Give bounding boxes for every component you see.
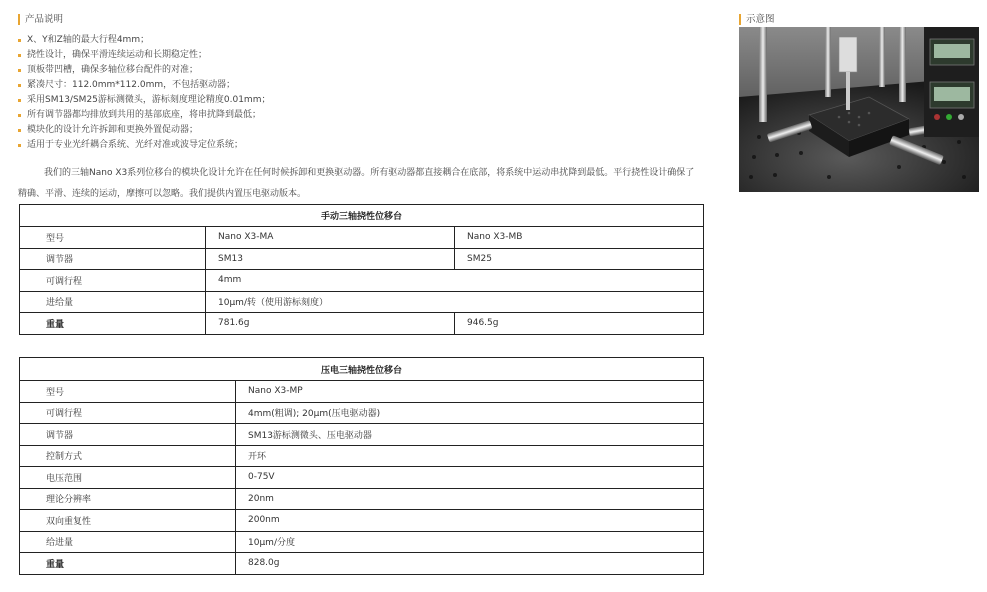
row-value: 4mm bbox=[206, 270, 704, 292]
feature-item: 适用于专业光纤耦合系统、光纤对准或波导定位系统； bbox=[18, 138, 698, 153]
table-row bbox=[20, 531, 704, 553]
product-photo bbox=[739, 27, 979, 192]
row-value: 200nm bbox=[236, 510, 704, 532]
row-label: 双向重复性 bbox=[20, 510, 236, 532]
row-value: Nano X3-MB bbox=[455, 227, 704, 249]
row-label: 电压范围 bbox=[20, 467, 236, 489]
row-value: 10μm/转（使用游标刻度） bbox=[206, 291, 704, 313]
row-value: Nano X3-MP bbox=[236, 381, 704, 403]
feature-item: 模块化的设计允许拆卸和更换外置促动器； bbox=[18, 123, 698, 138]
table-row bbox=[20, 488, 704, 510]
row-label: 理论分辨率 bbox=[20, 488, 236, 510]
table-row bbox=[20, 445, 704, 467]
table-row bbox=[20, 227, 704, 249]
stage-illustration bbox=[739, 27, 979, 192]
row-label: 重量 bbox=[20, 313, 206, 335]
feature-item: 采用SM13/SM25游标测微头，游标刻度理论精度0.01mm； bbox=[18, 93, 698, 108]
product-section-title: 产品说明 bbox=[18, 14, 63, 25]
intro-paragraph: 我们的三轴Nano X3系列位移台的模块化设计允许在任何时候拆卸和更换驱动器。所有驱动器都直接耦合在底部，将系统中运动串扰降到最低。平行挠性设计确保了精确、平滑、连续的运动，摩擦可以忽略。我们提供内置压电驱动版本。 bbox=[18, 168, 695, 199]
table-row bbox=[20, 467, 704, 489]
table-row bbox=[20, 510, 704, 532]
table-row bbox=[20, 291, 704, 313]
row-label: 型号 bbox=[20, 227, 206, 249]
table-row bbox=[20, 402, 704, 424]
row-value: SM13游标测微头、压电驱动器 bbox=[236, 424, 704, 446]
row-value: 946.5g bbox=[455, 313, 704, 335]
piezo-stage-spec-table bbox=[19, 357, 704, 575]
table-row bbox=[20, 270, 704, 292]
feature-list bbox=[18, 33, 698, 153]
row-label: 进给量 bbox=[20, 291, 206, 313]
manual-stage-spec-table bbox=[19, 204, 704, 335]
table-title: 手动三轴挠性位移台 bbox=[20, 205, 704, 227]
table-title: 压电三轴挠性位移台 bbox=[20, 358, 704, 381]
row-label: 重量 bbox=[20, 553, 236, 575]
feature-item: 挠性设计，确保平滑连续运动和长期稳定性； bbox=[18, 48, 698, 63]
table-row bbox=[20, 553, 704, 575]
row-value: 开环 bbox=[236, 445, 704, 467]
row-value: 20nm bbox=[236, 488, 704, 510]
row-value: SM13 bbox=[206, 248, 455, 270]
table-row bbox=[20, 424, 704, 446]
row-label: 型号 bbox=[20, 381, 236, 403]
row-label: 给进量 bbox=[20, 531, 236, 553]
row-value: 0-75V bbox=[236, 467, 704, 489]
row-value: 781.6g bbox=[206, 313, 455, 335]
row-value: 10μm/分度 bbox=[236, 531, 704, 553]
row-label: 可调行程 bbox=[20, 270, 206, 292]
row-value: 4mm(粗调); 20μm(压电驱动器) bbox=[236, 402, 704, 424]
feature-item: X、Y和Z轴的最大行程4mm； bbox=[18, 33, 698, 48]
feature-item: 所有调节器都均排放到共用的基部底座，将串扰降到最低； bbox=[18, 108, 698, 123]
row-value: SM25 bbox=[455, 248, 704, 270]
row-label: 调节器 bbox=[20, 248, 206, 270]
row-label: 控制方式 bbox=[20, 445, 236, 467]
row-label: 可调行程 bbox=[20, 402, 236, 424]
table-row bbox=[20, 381, 704, 403]
table-row bbox=[20, 313, 704, 335]
feature-item: 顶板带凹槽，确保多轴位移台配件的对准； bbox=[18, 63, 698, 78]
diagram-section-title: 示意图 bbox=[739, 14, 775, 25]
table-row bbox=[20, 248, 704, 270]
row-value: Nano X3-MA bbox=[206, 227, 455, 249]
row-label: 调节器 bbox=[20, 424, 236, 446]
row-value: 828.0g bbox=[236, 553, 704, 575]
feature-item: 紧凑尺寸：112.0mm*112.0mm，不包括驱动器； bbox=[18, 78, 698, 93]
